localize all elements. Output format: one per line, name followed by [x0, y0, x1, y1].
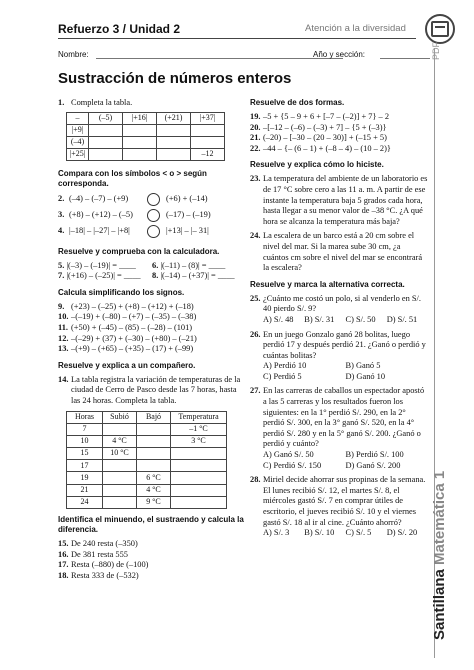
compare-item: 2. (–4) – (–7) – (+9) (+6) + (–14)	[58, 193, 246, 206]
table-row: (–4)	[67, 136, 225, 148]
option[interactable]: D) Ganó 10	[345, 371, 386, 381]
list-item: 9. (+23) – (–25) + (+8) – (+12) + (–18)	[58, 301, 194, 311]
table-row: 17	[67, 460, 227, 472]
options-26	[250, 361, 428, 382]
question-1: 1. Completa la tabla.	[58, 98, 133, 107]
page-title: Sustracción de números enteros	[58, 70, 292, 87]
section-simplify-title: Calcula simplificando los signos.	[58, 287, 185, 297]
list-item: 11. (+50) + (–45) – (85) – (–28) – (101)	[58, 322, 193, 332]
option[interactable]: B) Perdió S/. 100	[345, 450, 404, 460]
question-23: 23. La temperatura del ambiente de un laboratorio es de 17 °C sobre cero a las 11 a. m. A partir de ese instante la temperatura baja 5 grados cada hora, hasta llegar a su menor valor de –38 °C. ¿A qué hora se alcanza la temperatura más baja?	[250, 174, 428, 226]
section-two-forms-title: Resuelve de dos formas.	[250, 98, 345, 107]
table-row: 10 4 °C 3 °C	[67, 435, 227, 447]
answer-circle[interactable]	[147, 225, 160, 238]
section-calc-title: Resuelve y comprueba con la calculadora.	[58, 246, 220, 256]
brand-footer	[431, 471, 448, 640]
year-label: Año y sección:	[313, 50, 366, 59]
answer-circle[interactable]	[147, 209, 160, 222]
option[interactable]: A) S/. 3	[263, 528, 290, 538]
header-divider	[58, 38, 416, 39]
option[interactable]: B) S/. 31	[304, 314, 335, 324]
list-item: 12. –(–29) + (37) + (–30) – (+80) – (–21)	[58, 333, 197, 343]
question-26: 26. En un juego Gonzalo ganó 28 bolitas, luego perdió 17 y después perdió 21. ¿Ganó o perdió y cuántas bolitas?	[250, 329, 426, 360]
options-27	[250, 450, 428, 471]
list-item: 22. –44 – {– (6 – 1) + (–8 – 4) – (10 – 2)}	[250, 143, 391, 153]
worksheet-title: Refuerzo 3 / Unidad 2	[58, 22, 181, 36]
list-item: 20. –[–12 – (–6) – (–3) + 7] – {5 + (–3)}	[250, 122, 387, 132]
section-compare-title: Compara con los símbolos < o > según corresponda.	[58, 168, 207, 188]
option[interactable]: B) S/. 10	[304, 528, 335, 538]
option[interactable]: D) Ganó S/. 200	[345, 460, 401, 470]
table-row: 15 10 °C	[67, 448, 227, 460]
options-28	[250, 528, 428, 539]
list-item: 17. Resta (–880) de (–100)	[58, 560, 149, 570]
publisher-logo-icon	[425, 14, 455, 44]
table-row: 7 –1 °C	[67, 423, 227, 435]
subtraction-table: – (–5) |+16| (+21) |+37| |+9| (–4) |+25| –12	[66, 112, 225, 161]
compare-item: 4. |–18| – |–27| – |+8| |+13| – |– 31|	[58, 225, 246, 238]
option[interactable]: A) Perdió 10	[263, 361, 307, 371]
table-row: 24 9 °C	[67, 496, 227, 508]
option[interactable]: A) S/. 48	[263, 314, 294, 324]
subject-name: Matemática 1	[431, 470, 448, 565]
question-14: 14. La tabla registra la variación de temperaturas de la ciudad de Cerro de Pasco desde las 7 horas, hasta las 24 horas. Completa la tabla.	[58, 374, 241, 405]
name-label: Nombre:	[58, 50, 89, 59]
list-item: 13. –(+9) – (+65) – (+35) – (17) + (–99)	[58, 344, 194, 354]
name-field[interactable]	[96, 58, 343, 59]
worksheet-topic: Atención a la diversidad	[305, 23, 406, 34]
option[interactable]: C) Perdió S/. 150	[263, 460, 322, 470]
right-column	[250, 98, 428, 539]
calc-row: 5. |(–3) – (–19)| = ____ 6. |(–11) – (8)| = ____	[58, 260, 226, 270]
section-explain-title: Resuelve y explica a un compañero.	[58, 360, 196, 370]
list-item: 10. –(–19) + (–80) – (+7) – (–35) – (–38)	[58, 312, 197, 322]
question-27: 27. En las carreras de caballos un espectador apostó a las 5 carreras y los resultados fueron los siguientes: en la 1° perdió S/. 290, en la 2° perdió S/. 300, en la 3° ganó S/. 520, en la 4° perdió S/. 280 y en la 5° ganó S/. 200. ¿Ganó o perdió y cuánto?	[250, 386, 425, 449]
option[interactable]: D) S/. 51	[386, 314, 418, 324]
question-24: 24. La escalera de un barco está a 20 cm sobre el nivel del mar. Si la marea sube 30 cm, ¿a cuántos cm sobre el nivel del mar se encontrará la escalera?	[250, 231, 423, 273]
section-identify-title: Identifica el minuendo, el sustraendo y calcula la diferencia.	[58, 515, 244, 535]
section-how-title: Resuelve y explica cómo lo hiciste.	[250, 160, 384, 170]
list-item: 21. (–20) – [–30 – (20 – 30)] + (–15 + 5)	[250, 133, 387, 143]
option[interactable]: B) Ganó 5	[345, 361, 381, 371]
list-item: 19. –5 + {5 – 9 + 6 + [–7 – (–2)] + 7} – 2	[250, 112, 390, 121]
table-row: 19 6 °C	[67, 472, 227, 484]
temperature-table: Horas Subió Bajó Temperatura 7 –1 °C 10 4 °C 3 °C 15 10 °C 17 19 6 °C 21 4 °C 24 9 °C	[66, 411, 227, 510]
option[interactable]: A) Ganó S/. 50	[263, 450, 314, 460]
pdf-label: PDF	[431, 42, 441, 60]
option[interactable]: D) S/. 20	[386, 528, 418, 538]
table-row: |+25| –12	[67, 148, 225, 160]
brand-name: Santillana	[431, 569, 448, 640]
left-column	[58, 98, 246, 581]
option[interactable]: C) Perdió 5	[263, 371, 302, 381]
question-25: 25. ¿Cuánto me costó un polo, si al venderlo en S/. 40 pierdo S/. 9?	[250, 293, 421, 314]
calc-row: 7. |(+16) – (–25)| = ____ 8. |(–14) – (+37)| = ____	[58, 271, 235, 281]
options-25	[250, 315, 428, 326]
question-28: 28. Miriel decide ahorrar sus propinas de la semana. El lunes recibió S/. 12, el martes S/. 8, el miércoles gastó S/. 7 en comprar útiles de escritorio, el jueves recibió S/. 10 y el viernes gastó S/. 18 al ir al cine. ¿Cuánto ahorró?	[250, 475, 426, 527]
list-item: 18. Resta 333 de (–532)	[58, 570, 139, 580]
list-item: 15. De 240 resta (–350)	[58, 539, 138, 549]
year-field[interactable]	[380, 58, 430, 59]
table-row: |+9|	[67, 124, 225, 136]
option[interactable]: C) S/. 50	[345, 314, 376, 324]
table-row: 21 4 °C	[67, 484, 227, 496]
section-mark-title: Resuelve y marca la alternativa correcta.	[250, 279, 405, 289]
option[interactable]: C) S/. 5	[345, 528, 372, 538]
compare-item: 3. (+8) – (+12) – (–5) (–17) – (–19)	[58, 209, 246, 222]
answer-circle[interactable]	[147, 193, 160, 206]
list-item: 16. De 381 resta 555	[58, 549, 128, 559]
